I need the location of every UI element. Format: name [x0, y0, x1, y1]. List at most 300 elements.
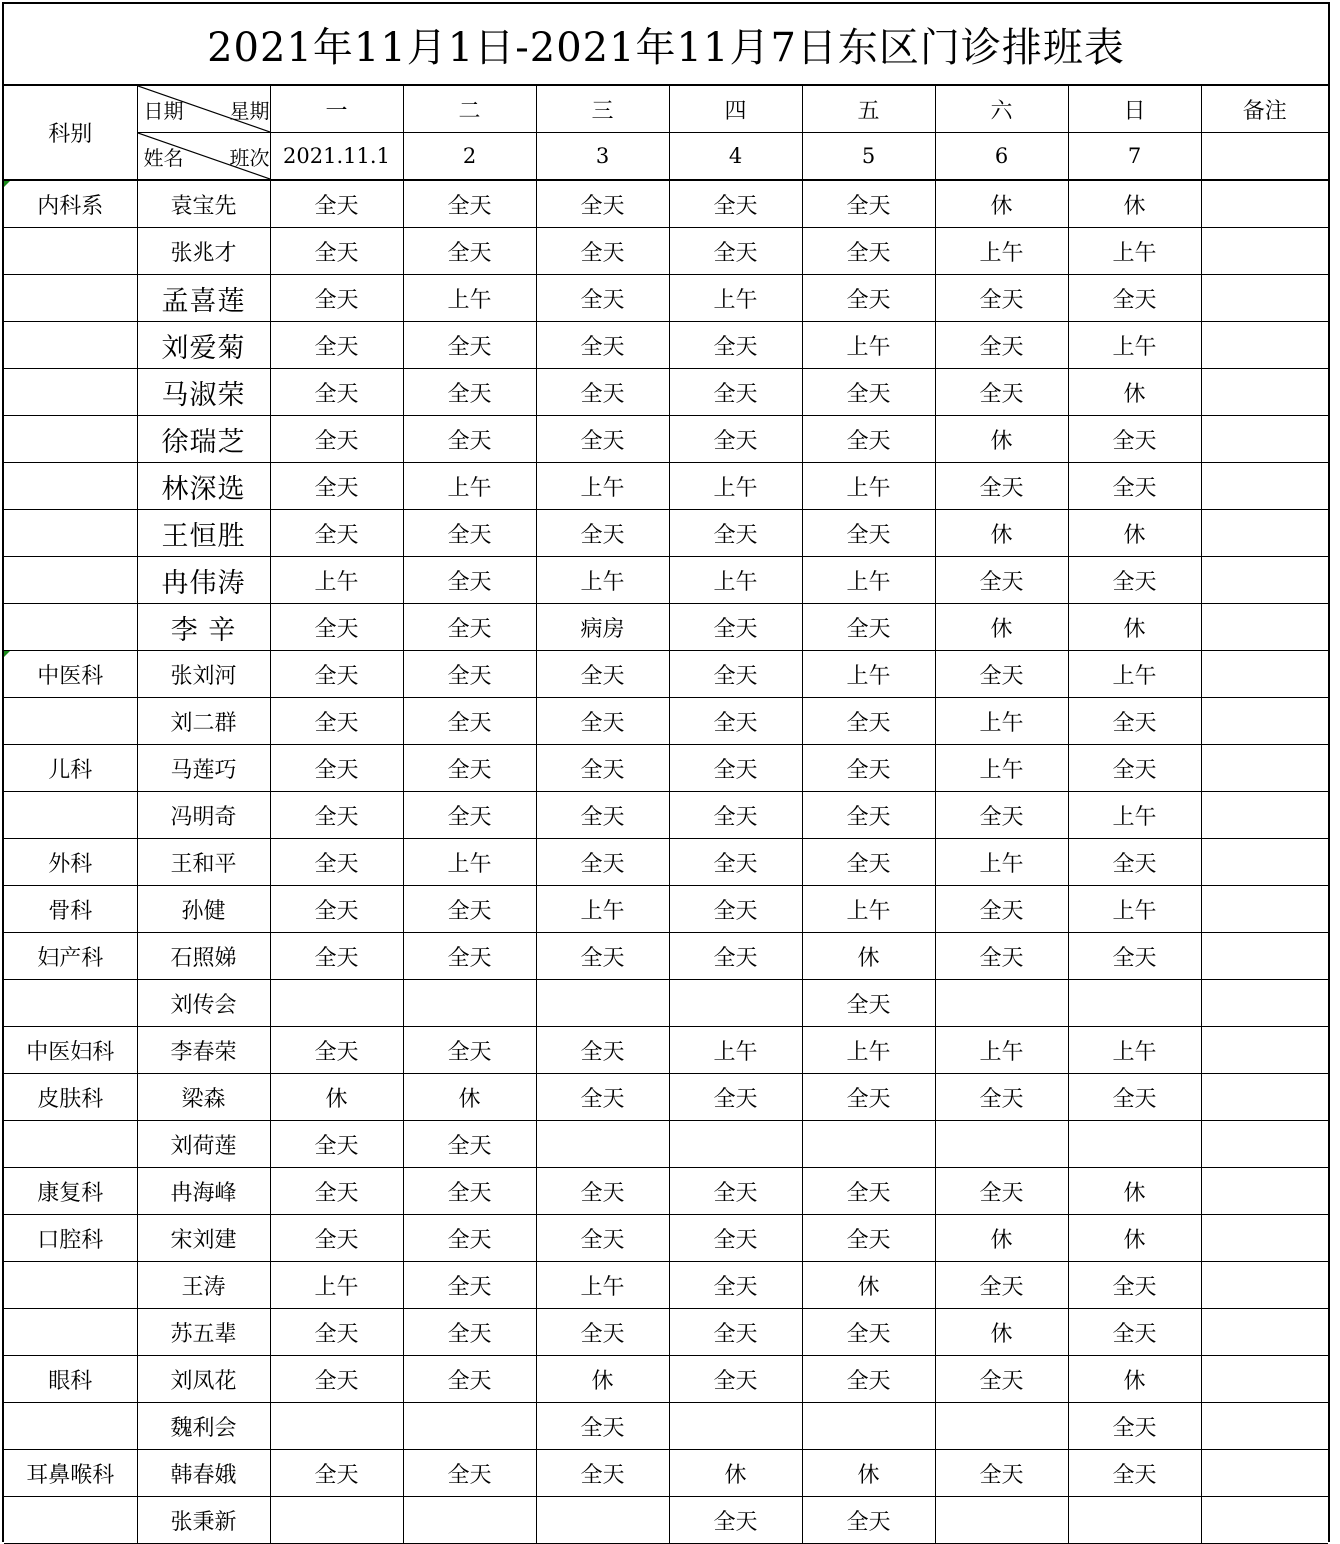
shift-cell: 全天	[935, 886, 1068, 933]
corner-date-label: 日期	[143, 99, 184, 123]
shift-cell: 上午	[935, 745, 1068, 792]
shift-cell: 上午	[1068, 1027, 1201, 1074]
shift-cell: 上午	[802, 557, 935, 604]
shift-cell: 全天	[403, 1027, 536, 1074]
remark-cell	[1201, 792, 1328, 839]
doctor-name-cell: 冉伟涛	[137, 557, 270, 604]
shift-cell: 全天	[935, 933, 1068, 980]
shift-cell: 休	[536, 1356, 669, 1403]
shift-cell: 全天	[536, 322, 669, 369]
shift-cell: 全天	[669, 698, 802, 745]
shift-cell: 全天	[403, 745, 536, 792]
date-header: 5	[802, 133, 935, 181]
shift-cell: 休	[935, 604, 1068, 651]
doctor-name-cell: 石照娣	[137, 933, 270, 980]
shift-cell: 全天	[536, 369, 669, 416]
shift-cell: 全天	[802, 369, 935, 416]
shift-cell: 全天	[403, 416, 536, 463]
shift-cell	[536, 1121, 669, 1168]
shift-cell: 休	[1068, 1215, 1201, 1262]
table-row	[4, 1074, 1328, 1121]
table-row	[4, 886, 1328, 933]
dept-cell	[4, 275, 137, 322]
doctor-name-cell: 李 辛	[137, 604, 270, 651]
shift-cell: 全天	[935, 651, 1068, 698]
shift-cell: 上午	[802, 463, 935, 510]
corner-name-label: 姓名	[143, 146, 184, 170]
shift-cell: 全天	[669, 228, 802, 275]
shift-cell: 全天	[802, 1497, 935, 1544]
shift-cell: 全天	[1068, 698, 1201, 745]
dept-cell: 中医妇科	[4, 1027, 137, 1074]
remark-cell	[1201, 1027, 1328, 1074]
shift-cell: 上午	[270, 1262, 403, 1309]
shift-cell	[270, 980, 403, 1027]
shift-cell: 全天	[403, 1309, 536, 1356]
shift-cell: 全天	[669, 1497, 802, 1544]
remark-cell	[1201, 463, 1328, 510]
table-row	[4, 1027, 1328, 1074]
dept-cell: 妇产科	[4, 933, 137, 980]
shift-cell: 全天	[1068, 1262, 1201, 1309]
table-row	[4, 1262, 1328, 1309]
shift-cell: 全天	[403, 792, 536, 839]
dept-header: 科别	[4, 86, 137, 180]
shift-cell: 全天	[802, 604, 935, 651]
shift-cell	[1068, 1121, 1201, 1168]
shift-cell: 全天	[536, 1168, 669, 1215]
dept-cell: 骨科	[4, 886, 137, 933]
doctor-name-cell: 孙健	[137, 886, 270, 933]
shift-cell: 全天	[403, 322, 536, 369]
shift-cell: 全天	[669, 1309, 802, 1356]
doctor-name-cell: 袁宝先	[137, 180, 270, 228]
shift-cell: 全天	[270, 604, 403, 651]
shift-cell	[935, 1121, 1068, 1168]
shift-cell: 全天	[802, 980, 935, 1027]
dept-cell	[4, 1121, 137, 1168]
remark-cell	[1201, 510, 1328, 557]
remark-cell	[1201, 698, 1328, 745]
shift-cell: 上午	[403, 839, 536, 886]
shift-cell: 全天	[403, 1121, 536, 1168]
shift-cell: 上午	[403, 275, 536, 322]
shift-cell: 全天	[935, 1262, 1068, 1309]
shift-cell: 全天	[669, 1074, 802, 1121]
doctor-name-cell: 梁森	[137, 1074, 270, 1121]
doctor-name-cell: 刘二群	[137, 698, 270, 745]
shift-cell: 全天	[935, 1168, 1068, 1215]
table-row	[4, 980, 1328, 1027]
shift-cell: 全天	[270, 1356, 403, 1403]
shift-cell	[669, 980, 802, 1027]
shift-cell: 休	[1068, 1356, 1201, 1403]
shift-cell: 全天	[1068, 416, 1201, 463]
shift-cell: 上午	[935, 698, 1068, 745]
shift-cell: 全天	[669, 1215, 802, 1262]
remark-cell	[1201, 416, 1328, 463]
shift-cell: 全天	[270, 369, 403, 416]
weekday-header: 三	[536, 86, 669, 133]
dept-cell	[4, 416, 137, 463]
shift-cell: 休	[270, 1074, 403, 1121]
remark-cell	[1201, 1497, 1328, 1544]
doctor-name-cell: 马淑荣	[137, 369, 270, 416]
shift-cell: 全天	[1068, 745, 1201, 792]
shift-cell	[270, 1497, 403, 1544]
shift-cell: 全天	[802, 180, 935, 228]
doctor-name-cell: 苏五辈	[137, 1309, 270, 1356]
date-header: 7	[1068, 133, 1201, 181]
shift-cell: 全天	[802, 416, 935, 463]
table-row	[4, 463, 1328, 510]
shift-cell: 全天	[270, 745, 403, 792]
doctor-name-cell: 王和平	[137, 839, 270, 886]
shift-cell: 全天	[536, 792, 669, 839]
dept-cell	[4, 369, 137, 416]
dept-cell: 康复科	[4, 1168, 137, 1215]
shift-cell: 休	[935, 510, 1068, 557]
shift-cell: 上午	[935, 228, 1068, 275]
shift-cell: 全天	[403, 369, 536, 416]
shift-cell: 全天	[270, 1450, 403, 1497]
shift-cell: 上午	[802, 886, 935, 933]
header-row-weekday	[4, 86, 1328, 133]
shift-cell	[802, 1121, 935, 1168]
doctor-name-cell: 张刘河	[137, 651, 270, 698]
shift-cell: 休	[1068, 1168, 1201, 1215]
shift-cell: 全天	[802, 698, 935, 745]
shift-cell: 上午	[1068, 651, 1201, 698]
shift-cell: 全天	[403, 180, 536, 228]
shift-cell: 全天	[669, 886, 802, 933]
shift-cell: 全天	[935, 792, 1068, 839]
shift-cell: 上午	[669, 275, 802, 322]
table-row	[4, 1121, 1328, 1168]
shift-cell: 全天	[403, 651, 536, 698]
doctor-name-cell: 刘传会	[137, 980, 270, 1027]
shift-cell: 全天	[270, 1215, 403, 1262]
shift-cell: 上午	[536, 463, 669, 510]
shift-cell: 全天	[270, 275, 403, 322]
remark-cell	[1201, 1309, 1328, 1356]
shift-cell	[802, 1403, 935, 1450]
shift-cell: 上午	[802, 1027, 935, 1074]
remark-cell	[1201, 886, 1328, 933]
remark-cell	[1201, 933, 1328, 980]
shift-cell: 全天	[536, 1450, 669, 1497]
shift-cell: 全天	[669, 416, 802, 463]
shift-cell: 全天	[536, 228, 669, 275]
date-header: 2021.11.1	[270, 133, 403, 181]
dept-cell	[4, 322, 137, 369]
table-row	[4, 1215, 1328, 1262]
remark-cell	[1201, 1262, 1328, 1309]
shift-cell: 全天	[669, 1356, 802, 1403]
shift-cell	[1068, 980, 1201, 1027]
shift-cell: 上午	[802, 322, 935, 369]
shift-cell: 全天	[270, 510, 403, 557]
shift-cell: 全天	[1068, 839, 1201, 886]
dept-cell	[4, 604, 137, 651]
weekday-header: 六	[935, 86, 1068, 133]
remark-cell	[1201, 651, 1328, 698]
doctor-name-cell: 李春荣	[137, 1027, 270, 1074]
shift-cell: 全天	[935, 557, 1068, 604]
shift-cell: 全天	[802, 1168, 935, 1215]
table-row	[4, 416, 1328, 463]
shift-cell: 全天	[935, 369, 1068, 416]
shift-cell: 全天	[935, 1356, 1068, 1403]
table-row	[4, 510, 1328, 557]
shift-cell: 全天	[669, 604, 802, 651]
remark-header-blank	[1201, 133, 1328, 181]
shift-cell: 全天	[536, 1027, 669, 1074]
remark-cell	[1201, 228, 1328, 275]
shift-cell: 上午	[536, 557, 669, 604]
remark-cell	[1201, 1074, 1328, 1121]
shift-cell: 上午	[536, 886, 669, 933]
shift-cell: 上午	[669, 463, 802, 510]
shift-cell: 全天	[935, 322, 1068, 369]
table-row	[4, 322, 1328, 369]
table-row	[4, 1168, 1328, 1215]
shift-cell	[935, 980, 1068, 1027]
shift-cell: 全天	[669, 1168, 802, 1215]
shift-cell: 全天	[403, 1356, 536, 1403]
table-row	[4, 1309, 1328, 1356]
dept-cell	[4, 1403, 137, 1450]
shift-cell: 全天	[403, 228, 536, 275]
table-row	[4, 369, 1328, 416]
shift-cell: 全天	[270, 839, 403, 886]
shift-cell: 全天	[802, 510, 935, 557]
shift-cell: 休	[935, 1215, 1068, 1262]
remark-cell	[1201, 745, 1328, 792]
shift-cell: 全天	[536, 1074, 669, 1121]
weekday-header: 一	[270, 86, 403, 133]
shift-cell: 全天	[270, 1121, 403, 1168]
shift-cell: 全天	[270, 886, 403, 933]
shift-cell: 全天	[403, 1450, 536, 1497]
shift-cell: 全天	[270, 933, 403, 980]
table-row	[4, 1450, 1328, 1497]
shift-cell	[935, 1403, 1068, 1450]
shift-cell: 休	[1068, 180, 1201, 228]
shift-cell: 全天	[536, 510, 669, 557]
dept-cell	[4, 792, 137, 839]
shift-cell: 全天	[1068, 933, 1201, 980]
shift-cell: 全天	[1068, 463, 1201, 510]
shift-cell: 全天	[935, 1450, 1068, 1497]
doctor-name-cell: 刘爱菊	[137, 322, 270, 369]
shift-cell: 全天	[1068, 557, 1201, 604]
shift-cell: 上午	[536, 1262, 669, 1309]
shift-cell: 全天	[669, 792, 802, 839]
doctor-name-cell: 徐瑞芝	[137, 416, 270, 463]
shift-cell: 全天	[403, 933, 536, 980]
remark-cell	[1201, 604, 1328, 651]
shift-cell: 全天	[536, 933, 669, 980]
shift-cell: 全天	[802, 1309, 935, 1356]
dept-cell	[4, 463, 137, 510]
table-row	[4, 839, 1328, 886]
shift-cell: 全天	[1068, 1403, 1201, 1450]
dept-cell	[4, 557, 137, 604]
doctor-name-cell: 孟喜莲	[137, 275, 270, 322]
shift-cell: 全天	[403, 604, 536, 651]
dept-cell	[4, 698, 137, 745]
shift-cell: 全天	[403, 1215, 536, 1262]
remark-header: 备注	[1201, 86, 1328, 133]
shift-cell: 休	[802, 1450, 935, 1497]
shift-cell: 病房	[536, 604, 669, 651]
shift-cell: 上午	[935, 1027, 1068, 1074]
shift-cell: 全天	[536, 275, 669, 322]
remark-cell	[1201, 322, 1328, 369]
shift-cell	[403, 980, 536, 1027]
doctor-name-cell: 冉海峰	[137, 1168, 270, 1215]
remark-cell	[1201, 839, 1328, 886]
remark-cell	[1201, 1356, 1328, 1403]
doctor-name-cell: 马莲巧	[137, 745, 270, 792]
shift-cell: 全天	[802, 745, 935, 792]
shift-cell: 休	[1068, 604, 1201, 651]
shift-cell: 全天	[403, 1262, 536, 1309]
shift-cell: 休	[802, 1262, 935, 1309]
dept-cell	[4, 1497, 137, 1544]
date-header: 4	[669, 133, 802, 181]
page-title: 2021年11月1日-2021年11月7日东区门诊排班表	[4, 4, 1328, 86]
shift-cell	[270, 1403, 403, 1450]
schedule-sheet	[2, 2, 1330, 1542]
remark-cell	[1201, 1450, 1328, 1497]
doctor-name-cell: 刘荷莲	[137, 1121, 270, 1168]
table-row	[4, 275, 1328, 322]
shift-cell: 全天	[669, 510, 802, 557]
shift-cell: 全天	[270, 698, 403, 745]
shift-cell: 全天	[669, 745, 802, 792]
shift-cell: 全天	[935, 463, 1068, 510]
shift-cell: 上午	[270, 557, 403, 604]
shift-cell: 上午	[1068, 228, 1201, 275]
dept-cell: 外科	[4, 839, 137, 886]
dept-cell: 内科系	[4, 180, 137, 228]
shift-cell: 全天	[669, 369, 802, 416]
shift-cell: 全天	[802, 792, 935, 839]
schedule-table	[4, 86, 1328, 1544]
date-header: 3	[536, 133, 669, 181]
shift-cell: 上午	[1068, 886, 1201, 933]
shift-cell	[669, 1121, 802, 1168]
shift-cell: 上午	[1068, 792, 1201, 839]
shift-cell: 全天	[403, 886, 536, 933]
table-row	[4, 1403, 1328, 1450]
shift-cell: 全天	[802, 839, 935, 886]
shift-cell: 全天	[270, 416, 403, 463]
shift-cell: 全天	[536, 839, 669, 886]
shift-cell: 全天	[536, 651, 669, 698]
shift-cell: 全天	[669, 651, 802, 698]
shift-cell: 全天	[403, 698, 536, 745]
date-header: 6	[935, 133, 1068, 181]
shift-cell: 休	[802, 933, 935, 980]
dept-cell: 儿科	[4, 745, 137, 792]
shift-cell: 上午	[1068, 322, 1201, 369]
remark-cell	[1201, 980, 1328, 1027]
shift-cell: 全天	[270, 651, 403, 698]
shift-cell: 全天	[1068, 275, 1201, 322]
date-header: 2	[403, 133, 536, 181]
header-row-date	[4, 133, 1328, 181]
shift-cell: 全天	[669, 1262, 802, 1309]
doctor-name-cell: 韩春娥	[137, 1450, 270, 1497]
remark-cell	[1201, 369, 1328, 416]
table-row	[4, 604, 1328, 651]
shift-cell	[669, 1403, 802, 1450]
remark-cell	[1201, 557, 1328, 604]
shift-cell: 全天	[536, 416, 669, 463]
doctor-name-cell: 刘凤花	[137, 1356, 270, 1403]
shift-cell: 休	[935, 416, 1068, 463]
table-row	[4, 1356, 1328, 1403]
doctor-name-cell: 冯明奇	[137, 792, 270, 839]
weekday-header: 五	[802, 86, 935, 133]
dept-cell: 中医科	[4, 651, 137, 698]
table-row	[4, 651, 1328, 698]
shift-cell: 全天	[802, 228, 935, 275]
corner-cell-name-shift	[137, 133, 270, 181]
shift-cell: 全天	[1068, 1309, 1201, 1356]
shift-cell: 全天	[536, 1309, 669, 1356]
dept-cell	[4, 980, 137, 1027]
shift-cell: 全天	[669, 933, 802, 980]
remark-cell	[1201, 1121, 1328, 1168]
shift-cell: 全天	[1068, 1074, 1201, 1121]
shift-cell: 全天	[270, 322, 403, 369]
table-row	[4, 792, 1328, 839]
dept-cell	[4, 510, 137, 557]
dept-cell: 眼科	[4, 1356, 137, 1403]
shift-cell: 全天	[536, 1215, 669, 1262]
doctor-name-cell: 魏利会	[137, 1403, 270, 1450]
shift-cell	[536, 1497, 669, 1544]
shift-cell	[403, 1403, 536, 1450]
dept-cell	[4, 1262, 137, 1309]
weekday-header: 日	[1068, 86, 1201, 133]
shift-cell: 全天	[536, 1403, 669, 1450]
shift-cell: 全天	[270, 792, 403, 839]
doctor-name-cell: 王恒胜	[137, 510, 270, 557]
dept-cell	[4, 228, 137, 275]
shift-cell: 全天	[270, 1168, 403, 1215]
corner-cell-date-weekday	[137, 86, 270, 133]
shift-cell: 全天	[669, 839, 802, 886]
dept-cell: 口腔科	[4, 1215, 137, 1262]
shift-cell: 休	[935, 1309, 1068, 1356]
shift-cell: 全天	[1068, 1450, 1201, 1497]
shift-cell: 上午	[669, 1027, 802, 1074]
doctor-name-cell: 张秉新	[137, 1497, 270, 1544]
weekday-header: 二	[403, 86, 536, 133]
shift-cell: 全天	[536, 745, 669, 792]
shift-cell: 全天	[536, 698, 669, 745]
remark-cell	[1201, 1215, 1328, 1262]
table-row	[4, 1497, 1328, 1544]
doctor-name-cell: 王涛	[137, 1262, 270, 1309]
dept-cell: 皮肤科	[4, 1074, 137, 1121]
shift-cell: 上午	[802, 651, 935, 698]
